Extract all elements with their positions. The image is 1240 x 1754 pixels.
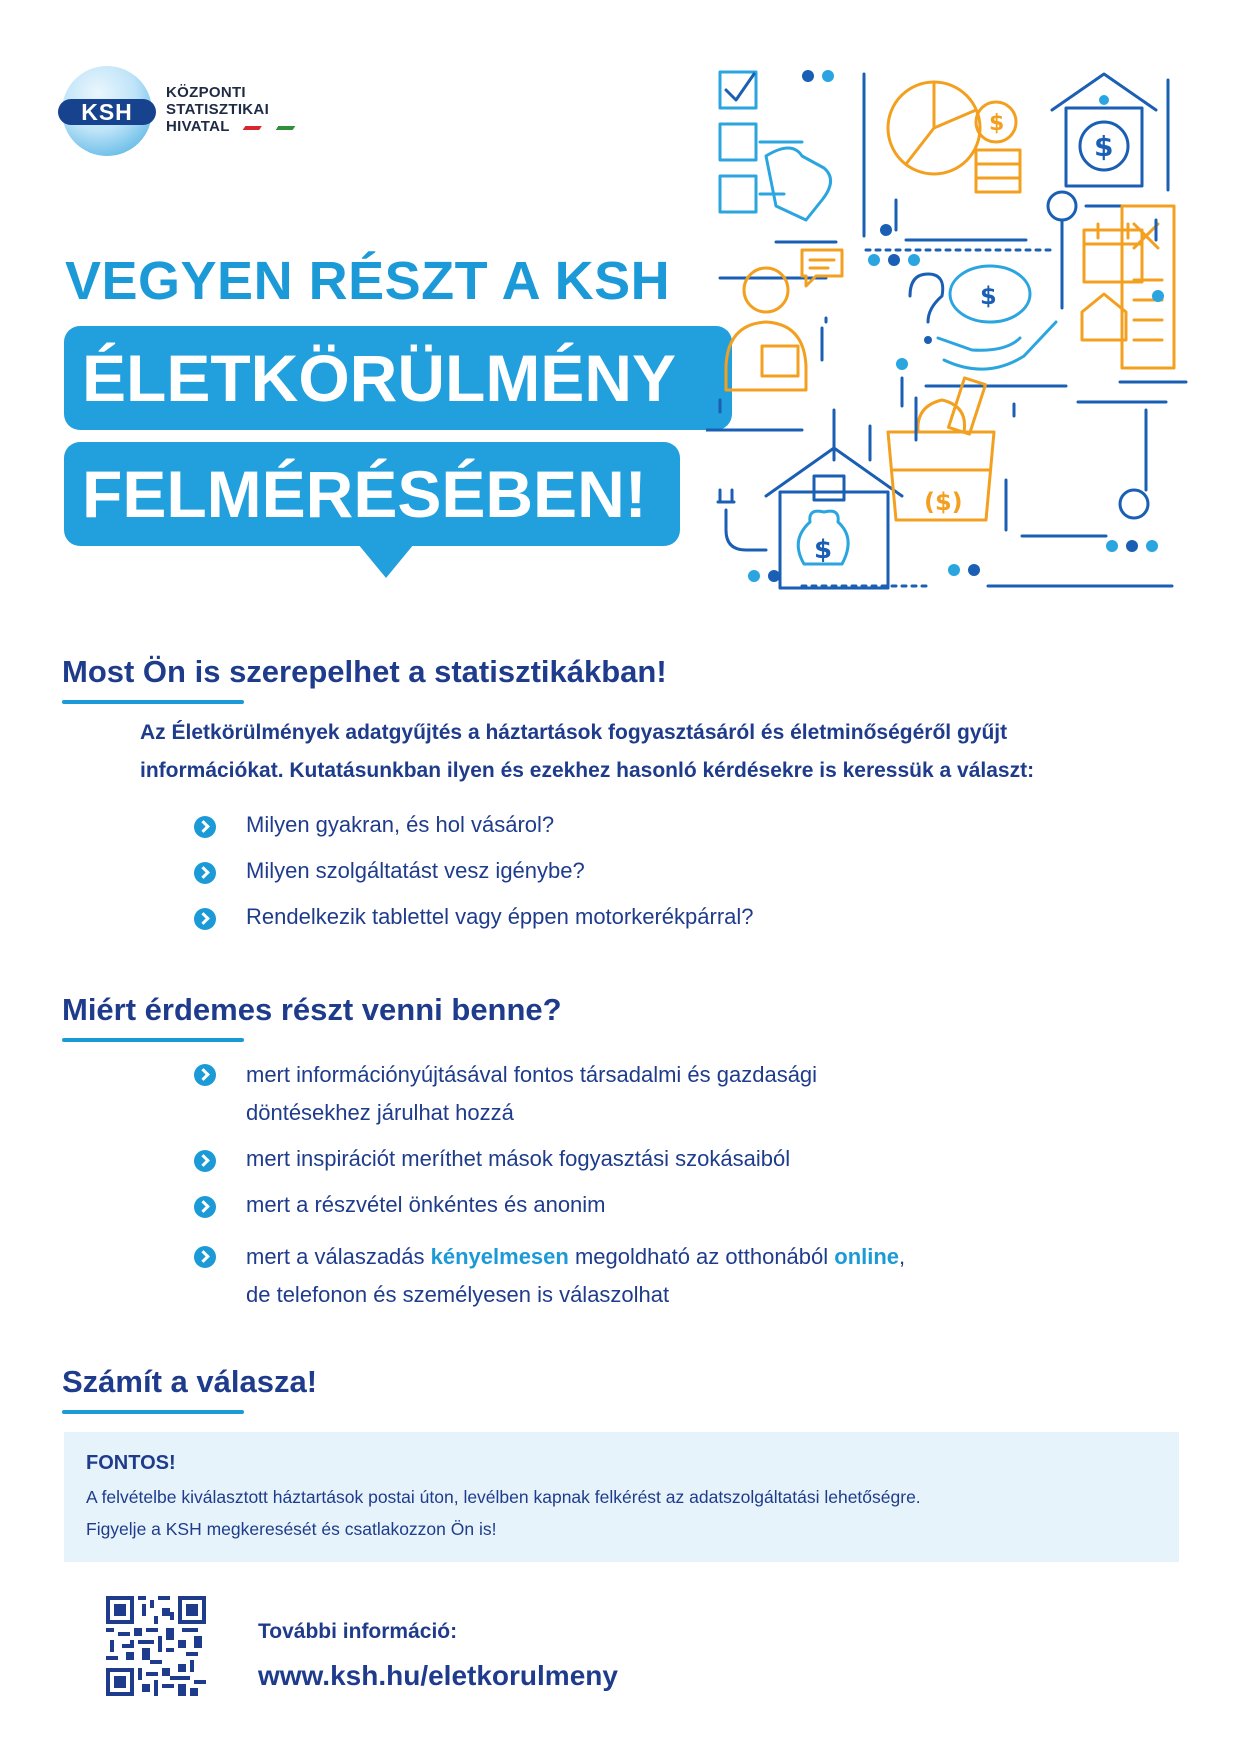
- svg-text:$: $: [989, 111, 1005, 136]
- qr-code-icon[interactable]: [106, 1596, 206, 1696]
- pie-chart-icon: [888, 82, 1020, 192]
- list-item: Milyen gyakran, és hol vásárol?: [246, 812, 1096, 838]
- highlight-online: online: [834, 1244, 900, 1269]
- section2-title: Miért érdemes részt venni benne?: [62, 992, 562, 1027]
- list-item: mert a válaszadás kényelmesen megoldható az otthonából online, de telefonon és személyesen is válaszolhat: [246, 1238, 1096, 1314]
- ksh-logo: [62, 66, 322, 162]
- headline-line2: ÉLETKÖRÜLMÉNY: [64, 326, 732, 430]
- speech-bubble-tail: [358, 544, 414, 578]
- calendar-document-icon: [1082, 206, 1174, 368]
- piggy-bank-icon: [910, 266, 1056, 369]
- section2-list: [196, 1056, 1096, 1314]
- intro-line2: információkat. Kutatásunkban ilyen és ezekhez hasonló kérdésekre is keressük a választ:: [140, 759, 1035, 782]
- chevron-right-icon: [194, 862, 216, 884]
- survey-illustration: [706, 60, 1190, 600]
- headline-line1: VEGYEN RÉSZT A KSH: [65, 251, 671, 311]
- list-item: mert információnyújtásával fontos társadalmi és gazdasági döntésekhez járulhat hozzá: [246, 1056, 1096, 1132]
- section3-title: Számít a válasza!: [62, 1364, 318, 1399]
- section3-underline: [62, 1410, 244, 1414]
- logo-line3: HIVATAL: [166, 118, 230, 135]
- website-link[interactable]: www.ksh.hu/eletkorulmeny: [258, 1660, 618, 1691]
- section1-intro: [140, 714, 1180, 790]
- intro-line1: Az Életkörülmények adatgyűjtés a háztartások fogyasztásáról és életminőségéről gyűjt: [140, 721, 1008, 744]
- shopping-basket-icon: [888, 378, 994, 520]
- important-line1: A felvételbe kiválasztott háztartások postai úton, levélben kapnak felkérést az adatszolgáltatási lehetőségre.: [86, 1487, 921, 1507]
- highlight-kenyelmesen: kényelmesen: [430, 1244, 569, 1269]
- logo-line2: STATISZTIKAI: [166, 101, 270, 118]
- checklist-icon: [720, 72, 836, 242]
- svg-text:$: $: [1094, 130, 1114, 163]
- svg-text:$: $: [814, 535, 833, 565]
- important-notice: [64, 1432, 1179, 1562]
- chevron-right-icon: [194, 1150, 216, 1172]
- more-info-label: További információ:: [258, 1620, 458, 1643]
- list-item: mert inspirációt meríthet mások fogyasztási szokásaiból: [246, 1146, 1096, 1172]
- svg-text:$: $: [980, 282, 997, 310]
- list-item: Rendelkezik tablettel vagy éppen motorkerékpárral?: [246, 904, 1096, 930]
- svg-text:($): ($): [924, 488, 963, 516]
- logo-abbr: KSH: [58, 99, 156, 125]
- section1-underline: [62, 700, 244, 704]
- hungarian-flag-icon: [243, 126, 296, 130]
- section1-title: Most Ön is szerepelhet a statisztikákban!: [62, 654, 667, 689]
- important-line2: Figyelje a KSH megkeresését és csatlakozzon Ön is!: [86, 1519, 497, 1539]
- house-plug-icon: [718, 448, 902, 588]
- chevron-right-icon: [194, 1246, 216, 1268]
- logo-globe-icon: [62, 66, 152, 156]
- list-item: mert a részvétel önkéntes és anonim: [246, 1192, 1096, 1218]
- section1-list: [196, 812, 1096, 930]
- list-item: Milyen szolgáltatást vesz igénybe?: [246, 858, 1096, 884]
- logo-line1: KÖZPONTI: [166, 84, 246, 101]
- chevron-right-icon: [194, 816, 216, 838]
- chevron-right-icon: [194, 1196, 216, 1218]
- house-dollar-icon: [1052, 74, 1156, 186]
- headline-line3: FELMÉRÉSÉBEN!: [64, 442, 680, 546]
- chevron-right-icon: [194, 908, 216, 930]
- section2-underline: [62, 1038, 244, 1042]
- chevron-right-icon: [194, 1064, 216, 1086]
- important-title: FONTOS!: [86, 1452, 176, 1474]
